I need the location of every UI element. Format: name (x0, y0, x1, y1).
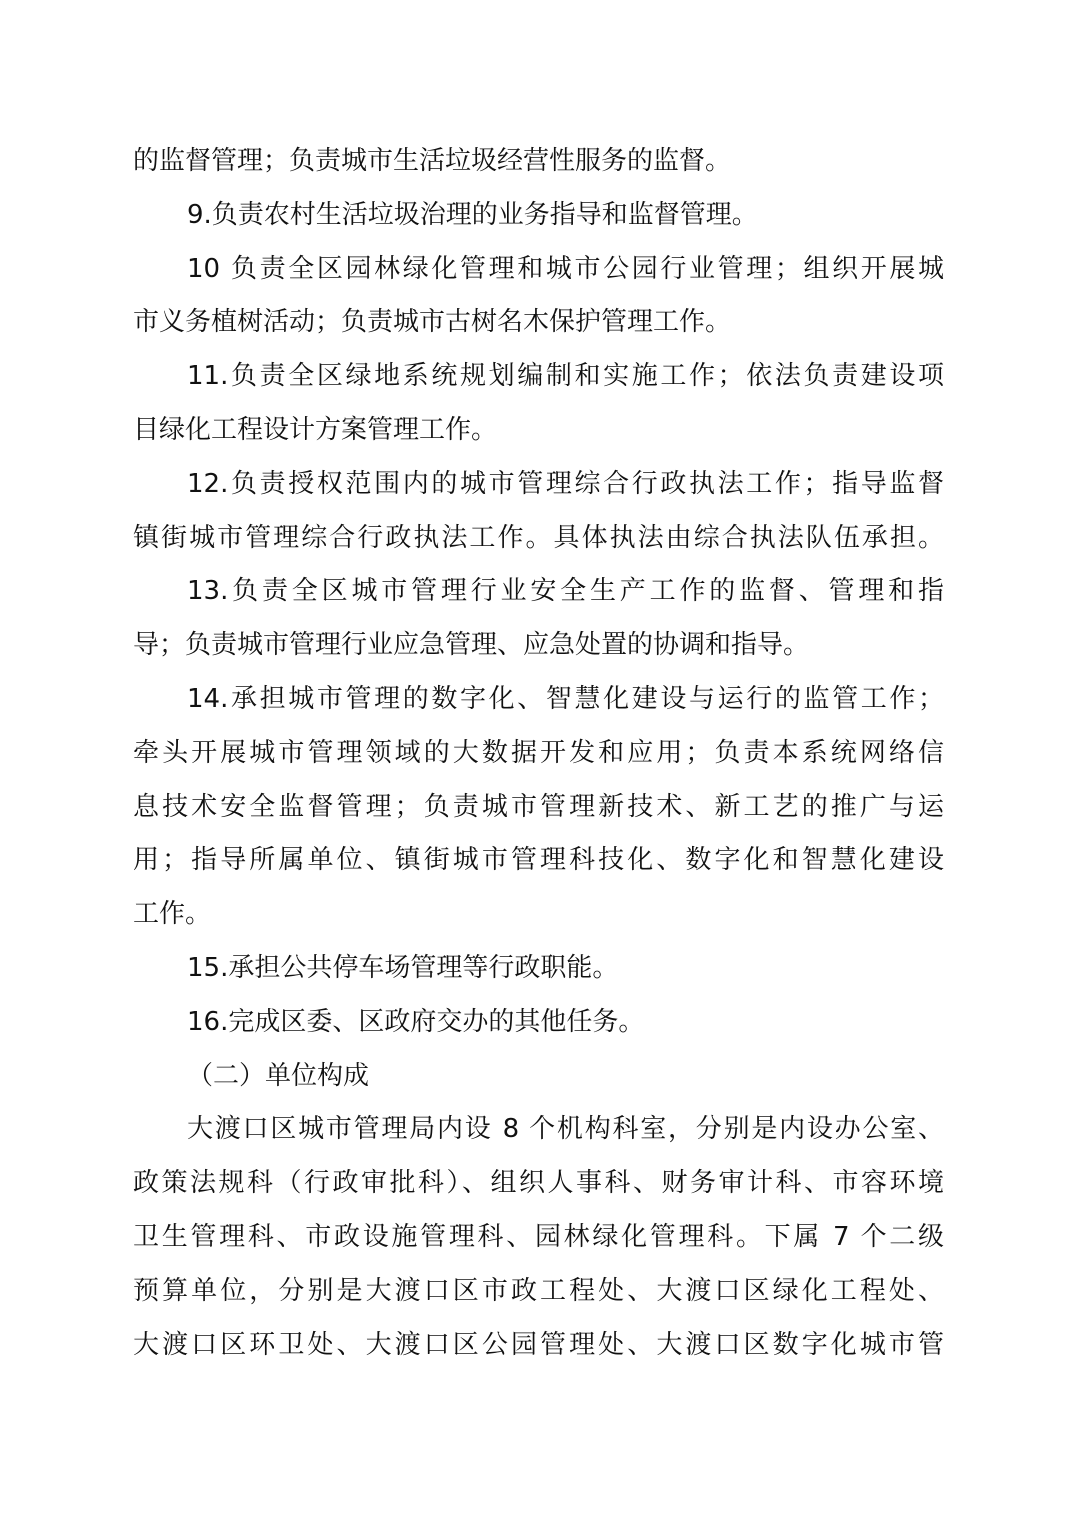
text-line: 的监督管理；负责城市生活垃圾经营性服务的监督。 (133, 146, 732, 176)
text-line: 大渡口区环卫处、大渡口区公园管理处、大渡口区数字化城市管 (133, 1329, 944, 1360)
text-line: 政策法规科（行政审批科）、组织人事科、财务审计科、市容环境 (133, 1168, 944, 1199)
text-line: 大渡口区城市管理局内设 8 个机构科室，分别是内设办公室、 (187, 1114, 944, 1145)
document-page (133, 135, 944, 1372)
text-line: 15.承担公共停车场管理等行政职能。 (187, 952, 619, 983)
text-line: 镇街城市管理综合行政执法工作。具体执法由综合执法队伍承担。 (133, 522, 944, 553)
text-line: 14.承担城市管理的数字化、智慧化建设与运行的监管工作； (187, 683, 944, 714)
text-line: 工作。 (133, 899, 212, 930)
text-line: 9.负责农村生活垃圾治理的业务指导和监督管理。 (187, 199, 758, 230)
text-line: 息技术安全监督管理；负责城市管理新技术、新工艺的推广与运 (133, 791, 944, 822)
text-line: 16.完成区委、区政府交办的其他任务。 (187, 1006, 645, 1037)
text-line: 导；负责城市管理行业应急管理、应急处置的协调和指导。 (133, 630, 810, 661)
text-line: 12.负责授权范围内的城市管理综合行政执法工作；指导监督 (187, 468, 944, 499)
text-line: 10 负责全区园林绿化管理和城市公园行业管理；组织开展城 (187, 253, 944, 284)
text-line: 卫生管理科、市政设施管理科、园林绿化管理科。下属 7 个二级 (133, 1221, 944, 1252)
text-line: 目绿化工程设计方案管理工作。 (133, 414, 498, 445)
text-line: 市义务植树活动；负责城市古树名木保护管理工作。 (133, 307, 732, 338)
text-line: 用；指导所属单位、镇街城市管理科技化、数字化和智慧化建设 (133, 845, 944, 876)
text-line: 牵头开展城市管理领域的大数据开发和应用；负责本系统网络信 (133, 737, 944, 768)
text-line: 11.负责全区绿地系统规划编制和实施工作；依法负责建设项 (187, 361, 944, 392)
text-line: 预算单位，分别是大渡口区市政工程处、大渡口区绿化工程处、 (133, 1275, 944, 1306)
text-line: （二）单位构成 (187, 1060, 370, 1091)
text-line: 13.负责全区城市管理行业安全生产工作的监督、管理和指 (187, 576, 944, 607)
